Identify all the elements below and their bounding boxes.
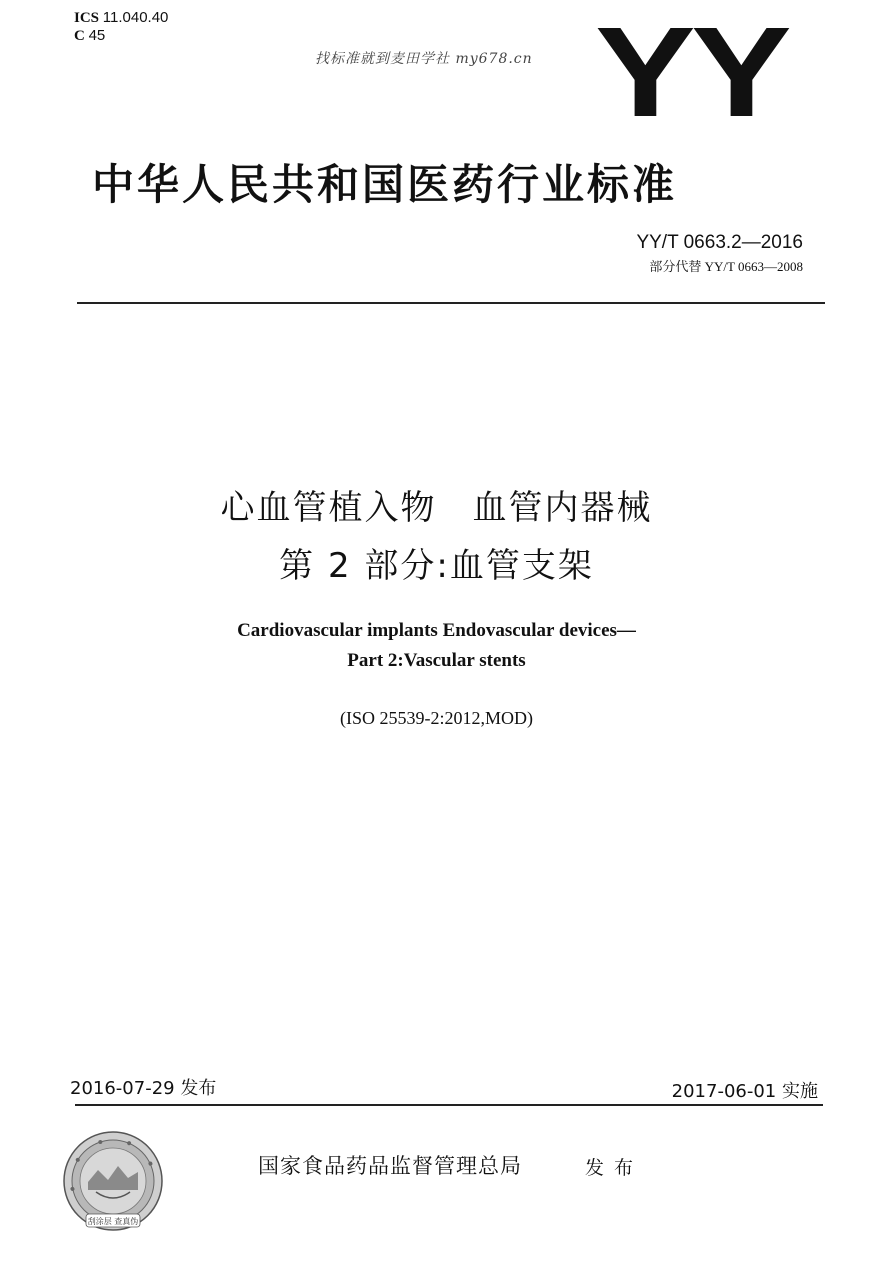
issuing-authority: 国家食品药品监督管理总局 — [258, 1154, 522, 1178]
bottom-divider — [75, 1104, 823, 1106]
english-title-line-1: Cardiovascular implants Endovascular devices— — [237, 620, 636, 641]
chinese-title-line-2: 第 2 部分:血管支架 — [279, 546, 594, 586]
implement-date: 2017-06-01 实施 — [671, 1081, 818, 1102]
standard-number: YY/T 0663.2—2016 — [636, 232, 803, 253]
ics-label: ICS — [74, 10, 100, 26]
category-mark: YY — [595, 1, 788, 144]
ccs-label: C — [74, 28, 85, 44]
issue-verb: 发布 — [585, 1157, 644, 1179]
ccs-code: 45 — [88, 27, 106, 44]
seal-caption: 刮涂层 查真伪 — [87, 1217, 139, 1226]
classification-codes — [74, 9, 168, 45]
iso-adoption-note: (ISO 25539-2:2012,MOD) — [340, 708, 533, 728]
top-divider — [77, 302, 825, 304]
replaces-note: 部分代替 YY/T 0663—2008 — [649, 259, 803, 274]
anti-counterfeit-seal-icon — [62, 1130, 164, 1232]
ics-line — [74, 9, 168, 27]
english-title-line-2: Part 2:Vascular stents — [347, 650, 526, 671]
ics-code: 11.040.40 — [102, 9, 169, 26]
publish-date: 2016-07-29 发布 — [70, 1078, 217, 1099]
ccs-line — [74, 27, 168, 45]
standard-type-title: 中华人民共和国医药行业标准 — [92, 160, 678, 209]
chinese-title-line-1: 心血管植入物 血管内器械 — [220, 488, 653, 528]
watermark-text: 找标准就到麦田学社 my678.cn — [315, 51, 533, 67]
